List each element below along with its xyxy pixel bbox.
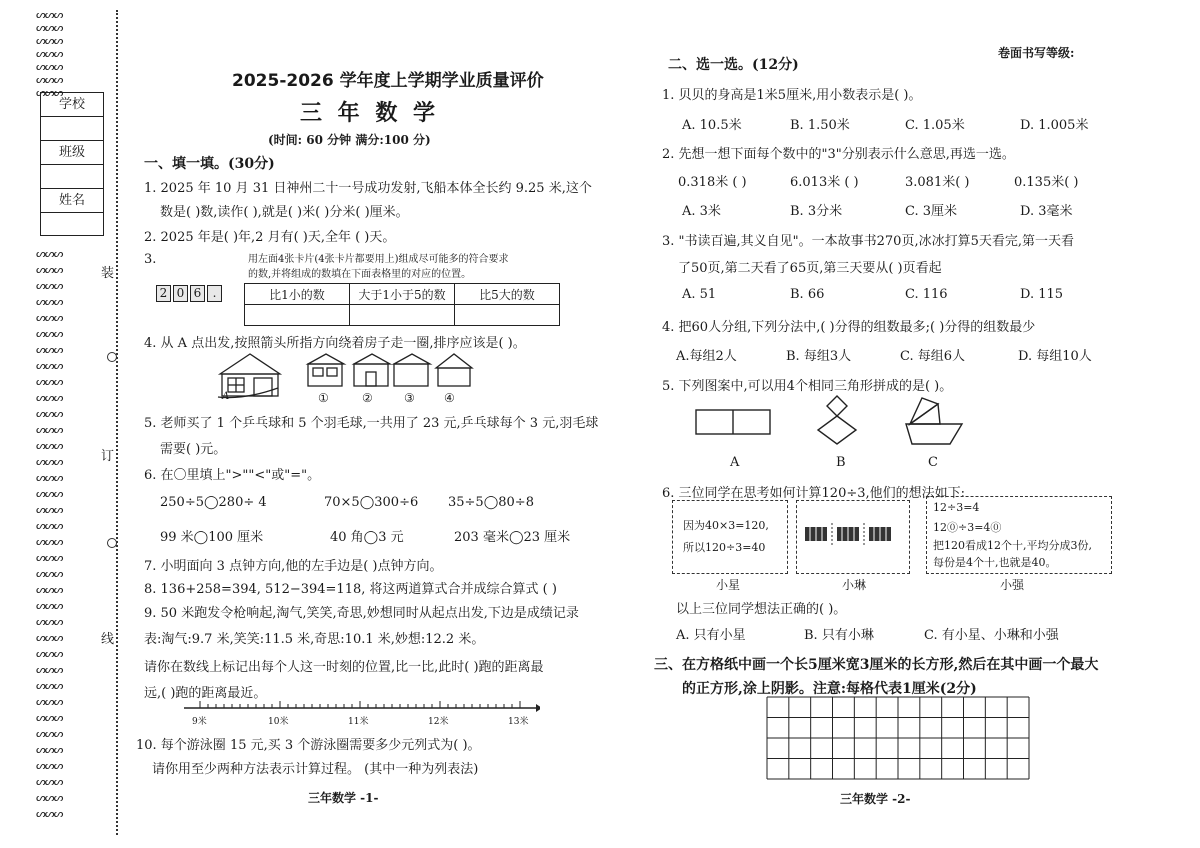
compare-item: 35÷5◯80÷8 — [448, 495, 534, 510]
name-label: 姓名 — [41, 189, 103, 213]
triangle-shapes — [690, 394, 980, 450]
xiaolin-box — [796, 500, 910, 574]
point-a: A — [222, 391, 230, 402]
q2-item: 6.013米 ( ) — [790, 175, 859, 190]
compare-item: 250÷5◯280÷ 4 — [160, 495, 267, 510]
option-2: ② — [362, 391, 373, 405]
shape-label-b: B — [836, 455, 846, 470]
choice[interactable]: B. 3分米 — [790, 204, 843, 219]
class-field[interactable] — [41, 165, 103, 189]
s2-q3-line2: 了50页,第二天看了65页,第三天要从( )页看起 — [678, 261, 942, 276]
exam-meta: (时间: 60 分钟 满分:100 分) — [268, 133, 431, 147]
choice[interactable]: C. 每组6人 — [900, 349, 966, 364]
q10-line1: 10. 每个游泳圈 15 元,买 3 个游泳圈需要多少元列式为( )。 — [136, 738, 481, 753]
binding-char-zhuang: 装 — [101, 266, 115, 281]
s2-q2: 2. 先想一想下面每个数中的"3"分别表示什么意思,再选一选。 — [662, 147, 1015, 162]
option-3: ③ — [404, 391, 415, 405]
table-header: 比1小的数 — [245, 284, 350, 305]
decorative-border: ᔕᔕᔕ ᔕᔕᔕ ᔕᔕᔕ ᔕᔕᔕ ᔕᔕᔕ ᔕᔕᔕ ᔕᔕᔕ ᔕᔕᔕ ᔕᔕᔕ ᔕᔕᔕ ᔕᔕᔕ ᔕᔕᔕ ᔕᔕᔕ ᔕᔕᔕ ᔕᔕᔕ ᔕᔕᔕ ᔕᔕᔕ ᔕᔕᔕ ᔕᔕᔕ ᔕᔕᔕ ᔕᔕᔕ ᔕᔕᔕ ᔕᔕᔕ ᔕᔕᔕ ᔕᔕᔕ ᔕᔕᔕ ᔕᔕᔕ ᔕᔕᔕ ᔕᔕᔕ ᔕᔕᔕ ᔕᔕᔕ ᔕᔕᔕ ᔕᔕᔕ ᔕᔕᔕ ᔕᔕᔕ ᔕᔕᔕ — [36, 247, 63, 820]
q8: 8. 136+258=394, 512−394=118, 将这两道算式合并成综合算式 ( ) — [144, 582, 557, 597]
table-header: 大于1小于5的数 — [350, 284, 455, 305]
xiaoqiang-line: 12÷3=4 — [933, 501, 980, 514]
q3-text2: 的数,并将组成的数填在下面表格里的对应的位置。 — [248, 269, 472, 280]
section3-line2: 的正方形,涂上阴影。注意:每格代表1厘米(2分) — [682, 681, 977, 697]
s2-q1: 1. 贝贝的身高是1米5厘米,用小数表示是( )。 — [662, 88, 922, 103]
s2-q6: 6. 三位同学在思考如何计算120÷3,他们的想法如下: — [662, 486, 966, 501]
choice[interactable]: A. 51 — [682, 287, 717, 302]
numberline-label: 13米 — [508, 717, 529, 727]
xiaoxing-box — [672, 500, 788, 574]
name-xiaoqiang: 小强 — [1000, 578, 1025, 592]
binding-line — [116, 10, 118, 835]
choice[interactable]: A. 只有小星 — [676, 628, 746, 643]
numberline-label: 11米 — [348, 717, 369, 727]
q3-table — [244, 283, 560, 326]
compare-item: 99 米◯100 厘米 — [160, 530, 264, 545]
xiaoqiang-box — [926, 496, 1112, 574]
shape-label-a: A — [730, 455, 740, 470]
answer-cell[interactable] — [350, 305, 455, 326]
q2: 2. 2025 年是( )年,2 月有( )天,全年 ( )天。 — [144, 230, 396, 245]
s2-q5: 5. 下列图案中,可以用4个相同三角形拼成的是( )。 — [662, 379, 953, 394]
q5-line2: 需要( )元。 — [160, 442, 227, 457]
answer-cell[interactable] — [455, 305, 560, 326]
q2-item: 0.135米( ) — [1014, 175, 1079, 190]
choice[interactable]: D. 每组10人 — [1018, 349, 1092, 364]
choice[interactable]: C. 有小星、小琳和小强 — [924, 628, 1059, 643]
section1-heading: 一、填一填。(30分) — [144, 156, 275, 172]
choice[interactable]: D. 3毫米 — [1020, 204, 1073, 219]
punch-hole — [107, 538, 117, 548]
table-header: 比5大的数 — [455, 284, 560, 305]
q1-line2: 数是( )数,读作( ),就是( )米( )分米( )厘米。 — [160, 205, 409, 220]
shape-label-c: C — [928, 455, 938, 470]
numberline-label: 9米 — [192, 717, 207, 727]
name-field[interactable] — [41, 213, 103, 236]
exam-title: 2025-2026 学年度上学期学业质量评价 — [232, 71, 544, 91]
option-4: ④ — [444, 391, 455, 405]
digit-card: . — [207, 285, 222, 302]
digit-card: 6 — [190, 285, 205, 302]
q1-line1: 1. 2025 年 10 月 31 日神州二十一号成功发射,飞船本体全长约 9.25 米,这个 — [144, 181, 592, 196]
school-label: 学校 — [41, 93, 103, 117]
q4: 4. 从 A 点出发,按照箭头所指方向绕着房子走一圈,排序应该是( )。 — [144, 336, 526, 351]
s2-q4: 4. 把60人分组,下列分法中,( )分得的组数最多;( )分得的组数最少 — [662, 320, 1036, 335]
counting-sticks-figure — [803, 523, 903, 547]
s2-q6-ask: 以上三位同学想法正确的( )。 — [676, 602, 847, 617]
compare-item: 40 角◯3 元 — [330, 530, 404, 545]
s2-q3-line1: 3. "书读百遍,其义自见"。一本故事书270页,冰冰打算5天看完,第一天看 — [662, 234, 1074, 249]
name-xiaoxing: 小星 — [716, 578, 741, 592]
choice[interactable]: D. 115 — [1020, 287, 1064, 302]
student-info-box — [40, 92, 104, 236]
page-footer-2: 三年数学 -2- — [840, 792, 911, 806]
xiaoxing-line: 因为40×3=120, — [683, 519, 769, 532]
q3-number: 3. — [144, 252, 157, 267]
handwriting-grade-label: 卷面书写等级: — [998, 46, 1075, 60]
q2-item: 0.318米 ( ) — [678, 175, 747, 190]
school-field[interactable] — [41, 117, 103, 141]
q9-line2: 表:淘气:9.7 米,笑笑:11.5 米,奇思:10.1 米,妙想:12.2 米。 — [144, 632, 485, 647]
q2-item: 3.081米( ) — [905, 175, 970, 190]
grid-paper[interactable] — [766, 696, 1030, 780]
choice[interactable]: A. 3米 — [682, 204, 721, 219]
q9-line4: 远,( )跑的距离最近。 — [144, 686, 267, 701]
choice[interactable]: B. 每组3人 — [786, 349, 852, 364]
xiaoqiang-line: 12⓪÷3=4⓪ — [933, 521, 1002, 534]
choice[interactable]: B. 只有小琳 — [804, 628, 874, 643]
punch-hole — [107, 352, 117, 362]
binding-char-xian: 线 — [101, 632, 115, 647]
choice[interactable]: B. 1.50米 — [790, 118, 850, 133]
digit-cards — [156, 285, 224, 302]
numberline-label: 10米 — [268, 717, 289, 727]
q6: 6. 在〇里填上">""<"或"="。 — [144, 468, 321, 483]
choice[interactable]: C. 1.05米 — [905, 118, 965, 133]
digit-card: 0 — [173, 285, 188, 302]
section3-line1: 三、在方格纸中画一个长5厘米宽3厘米的长方形,然后在其中画一个最大 — [654, 657, 1099, 673]
decorative-border: ᔕᔕᔕ ᔕᔕᔕ ᔕᔕᔕ ᔕᔕᔕ ᔕᔕᔕ ᔕᔕᔕ ᔕᔕᔕ — [36, 8, 63, 99]
choice[interactable]: A. 10.5米 — [682, 118, 742, 133]
name-xiaolin: 小琳 — [842, 578, 867, 592]
digit-card: 2 — [156, 285, 171, 302]
compare-item: 70×5◯300÷6 — [324, 495, 419, 510]
q9-line1: 9. 50 米跑发令枪响起,淘气,笑笑,奇思,妙想同时从起点出发,下边是成绩记录 — [144, 606, 579, 621]
xiaoqiang-line: 把120看成12个十,平均分成3份, — [933, 539, 1092, 552]
q10-line2: 请你用至少两种方法表示计算过程。 (其中一种为列表法) — [152, 762, 479, 777]
option-1: ① — [318, 391, 329, 405]
compare-item: 203 毫米◯23 厘米 — [454, 530, 571, 545]
binding-char-ding: 订 — [101, 449, 115, 464]
subject-title: 三 年 数 学 — [300, 100, 439, 126]
class-label: 班级 — [41, 141, 103, 165]
q3-text1: 用左面4张卡片(4张卡片都要用上)组成尽可能多的符合要求 — [248, 254, 509, 265]
xiaoxing-line: 所以120÷3=40 — [683, 541, 766, 554]
section2-heading: 二、选一选。(12分) — [668, 57, 799, 73]
choice[interactable]: C. 3厘米 — [905, 204, 958, 219]
q9-line3: 请你在数线上标记出每个人这一时刻的位置,比一比,此时( )跑的距离最 — [144, 660, 544, 675]
q7: 7. 小明面向 3 点钟方向,他的左手边是( )点钟方向。 — [144, 559, 443, 574]
choice[interactable]: C. 116 — [905, 287, 948, 302]
q5-line1: 5. 老师买了 1 个乒乓球和 5 个羽毛球,一共用了 23 元,乒乓球每个 3 元,羽毛球 — [144, 416, 599, 431]
numberline-label: 12米 — [428, 717, 449, 727]
page-footer-1: 三年数学 -1- — [308, 791, 379, 805]
choice[interactable]: B. 66 — [790, 287, 825, 302]
xiaoqiang-line: 每份是4个十,也就是40。 — [933, 556, 1057, 569]
choice[interactable]: D. 1.005米 — [1020, 118, 1089, 133]
choice[interactable]: A.每组2人 — [676, 349, 737, 364]
binding-margin — [0, 0, 118, 848]
answer-cell[interactable] — [245, 305, 350, 326]
